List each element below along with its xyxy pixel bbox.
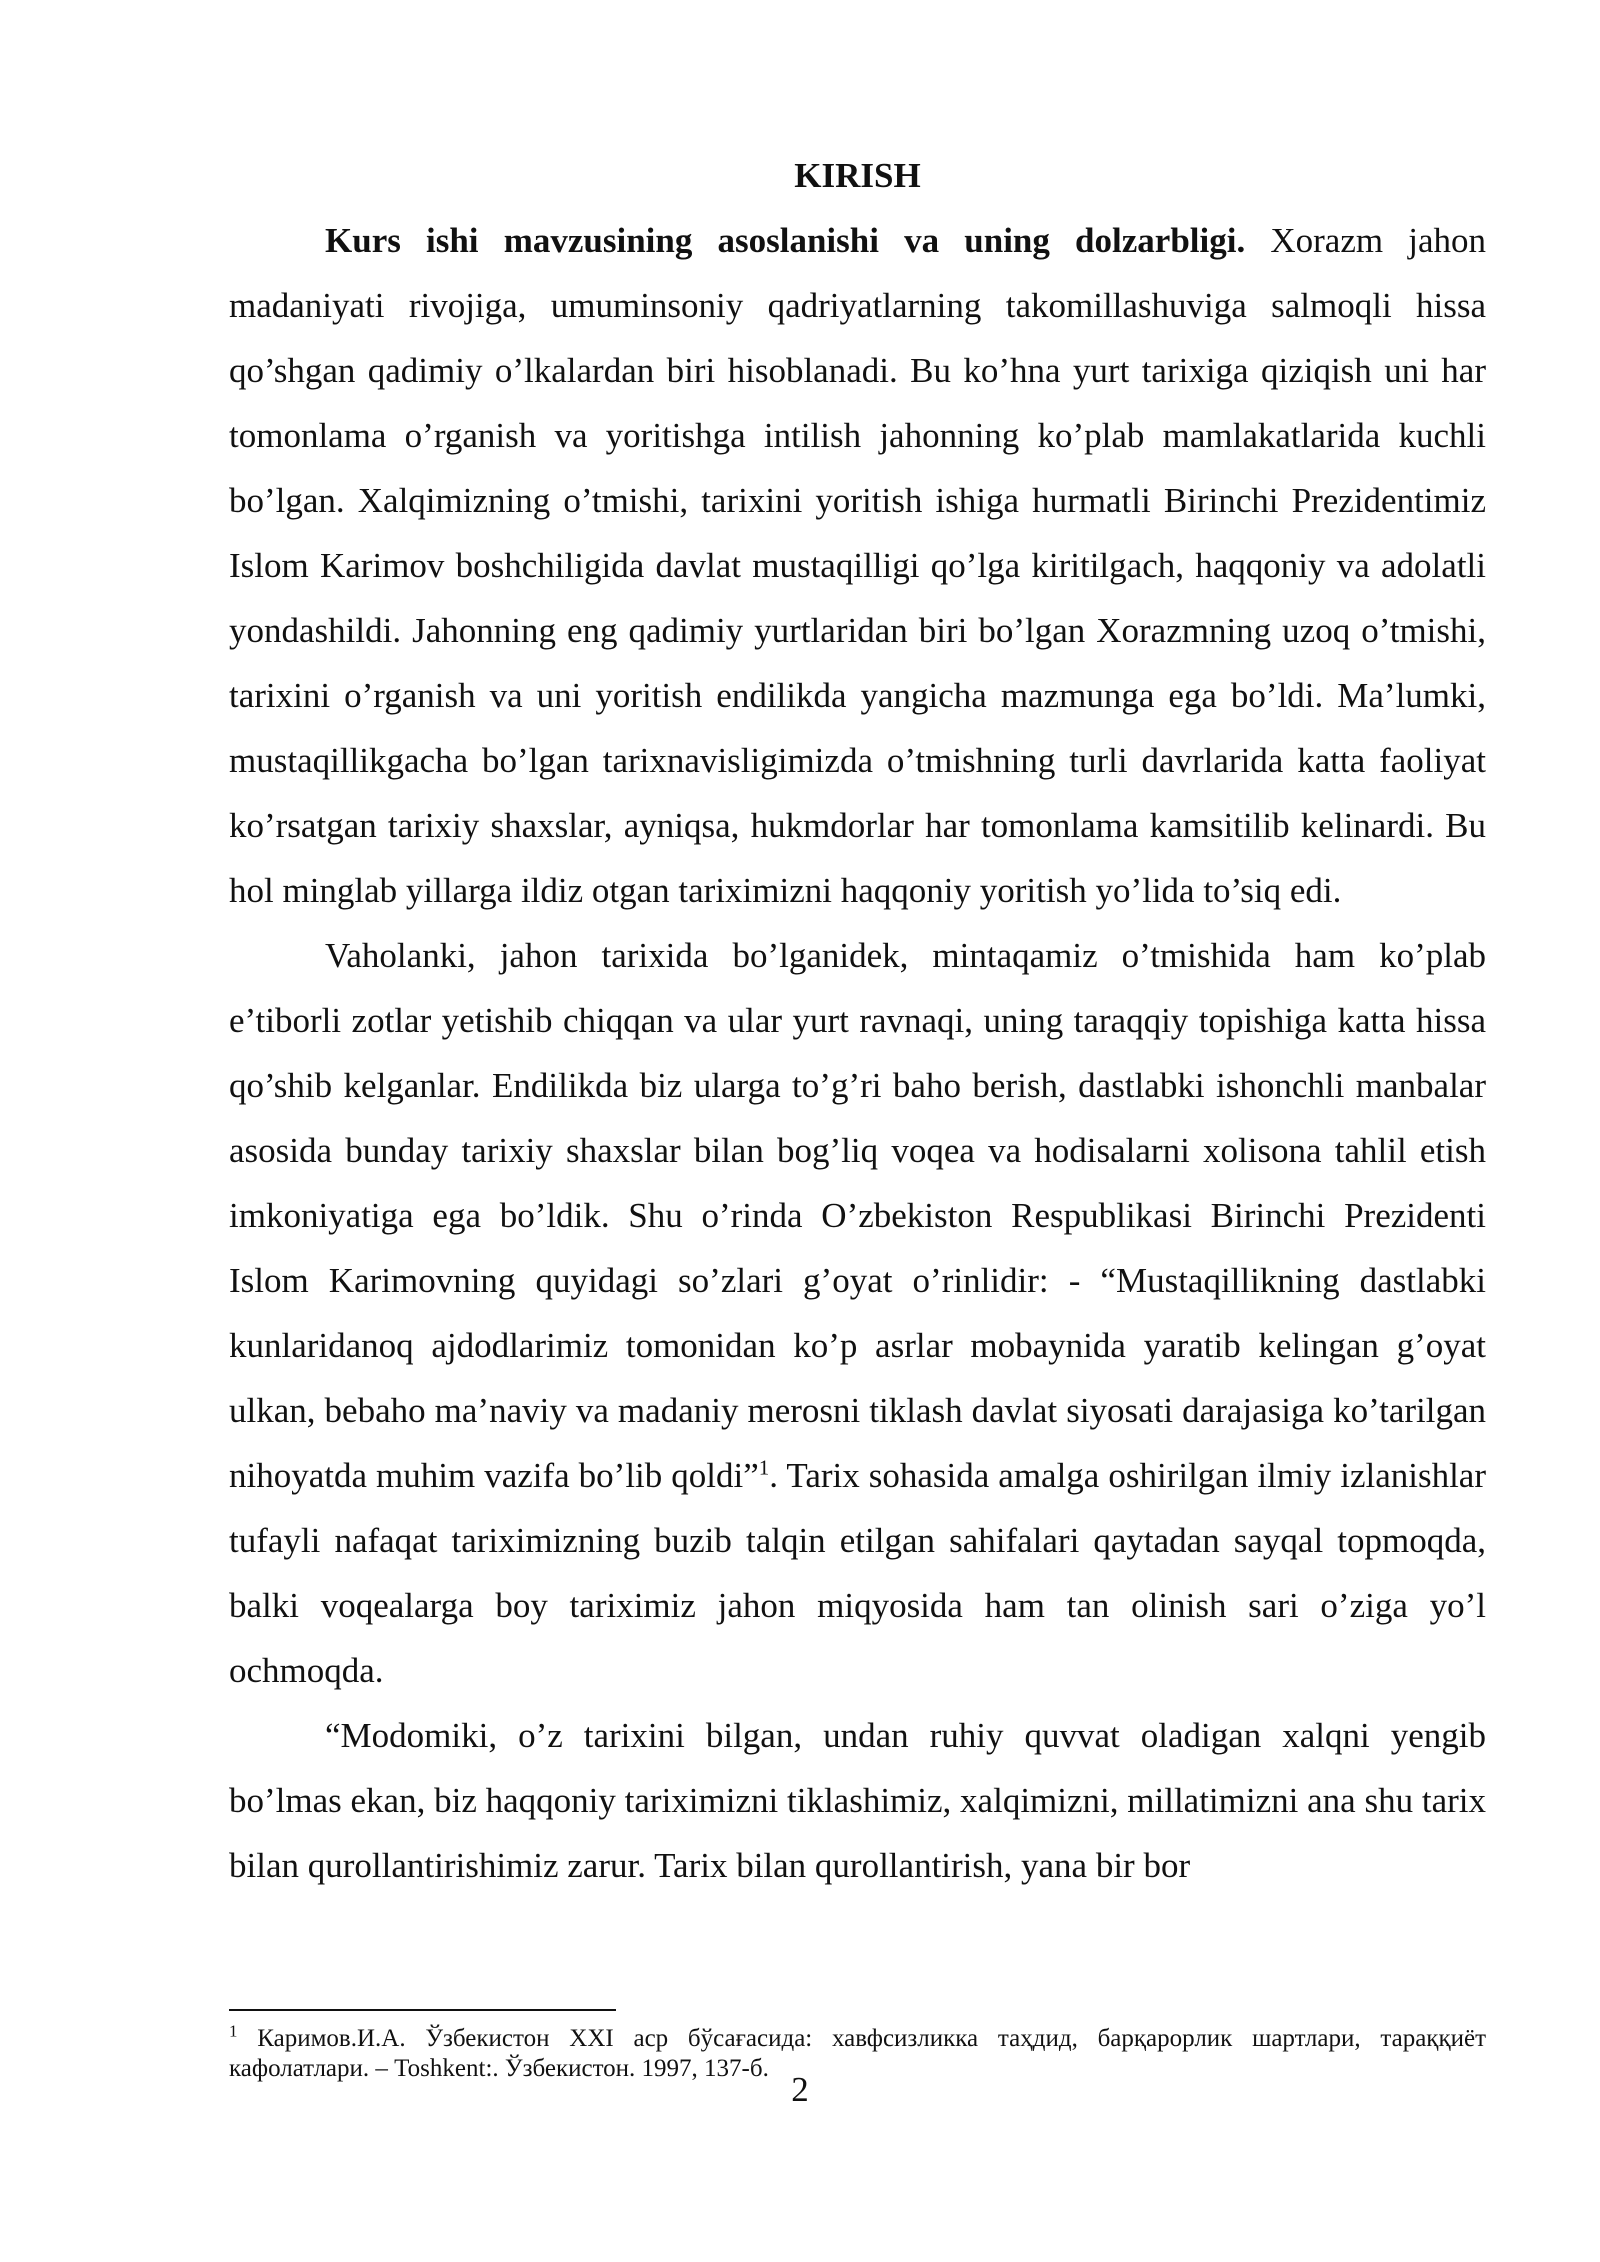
paragraph-text: “Modomiki, o’z tarixini bilgan, undan ruhiy quvvat oladigan xalqni yengib bo’lmas ekan, biz haqqoniy tariximizni tiklashimiz, xalqimizni, millatimizni ana shu tarix bilan qurollantirishimiz zarur. Tarix bilan qurollantirish, yana bir bor [229,1716,1486,1885]
footnote-reference[interactable]: 1 [758,1455,770,1480]
page-body [229,148,1486,1898]
paragraph-text: Xorazm jahon madaniyati rivojiga, umuminsoniy qadriyatlarning takomillashuviga salmoqli hissa qo’shgan qadimiy o’lkalardan biri hisoblanadi. Bu ko’hna yurt tarixiga qiziqish uni har tomonlama o’rganish va yoritishga intilish jahonning ko’plab mamlakatlarida kuchli bo’lgan. Xalqimizning o’tmishi, tarixini yoritish ishiga hurmatli Birinchi Prezidentimiz Islom Karimov boshchiligida davlat mustaqilligi qo’lga kiritilgach, haqqoniy va adolatli yondashildi. Jahonning eng qadimiy yurtlaridan biri bo’lgan Xorazmning uzoq o’tmishi, tarixini o’rganish va uni yoritish endilikda yangicha mazmunga ega bo’ldi. Ma’lumki, mustaqillikgacha bo’lgan tarixnavisligimizda o’tmishning turli davrlarida katta faoliyat ko’rsatgan tarixiy shaxslar, ayniqsa, hukmdorlar har tomonlama kamsitilib kelinardi. Bu hol minglab yillarga ildiz otgan tariximizni haqqoniy yoritish yo’lida to’siq edi. [229,221,1486,910]
paragraph-history-figures [229,923,1486,1703]
footnote-separator [229,2009,616,2011]
paragraph-text: . Tarix sohasida amalga oshirilgan ilmiy izlanishlar tufayli nafaqat tariximizning buzib talqin etilgan sahifalari qaytadan sayqal topmoqda, balki voqealarga boy tariximiz jahon miqyosida ham tan olinish sari o’ziga yo’l ochmoqda. [229,1456,1487,1690]
paragraph-text: Vaholanki, jahon tarixida bo’lganidek, mintaqamiz o’tmishida ham ko’plab e’tiborli zotlar yetishib chiqqan va ular yurt ravnaqi, uning taraqqiy topishiga katta hissa qo’shib kelganlar. Endilikda biz ularga to’g’ri baho berish, dastlabki ishonchli manbalar asosida bunday tarixiy shaxslar bilan bog’liq voqea va hodisalarni xolisona tahlil etish imkoniyatiga ega bo’ldik. Shu o’rinda O’zbekiston Respublikasi Birinchi Prezidenti Islom Karimovning quyidagi so’zlari g’oyat o’rinlidir: - “Mustaqillikning dastlabki kunlaridanoq ajdodlarimiz tomonidan ko’p asrlar mobaynida yaratib kelingan g’oyat ulkan, bebaho ma’naviy va madaniy merosni tiklash davlat siyosati darajasiga ko’tarilgan nihoyatda muhim vazifa bo’lib qoldi” [229,936,1486,1495]
paragraph-quote [229,1703,1486,1898]
paragraph-lead-heading: Kurs ishi mavzusining asoslanishi va uning dolzarbligi. [325,221,1246,260]
section-title: KIRISH [794,156,921,195]
page-number: 2 [791,2070,809,2109]
paragraph-relevance [229,208,1486,923]
footnote-text: Каримов.И.А. Ўзбекистон XXI аср бўсағасида: хавфсизликка таҳдид, барқарорлик шартлари, тараққиёт кафолатлари. – Toshkent:. Ўзбекистон. 1997, 137-б. [229,2025,1486,2082]
footnote-marker: 1 [229,2021,238,2041]
